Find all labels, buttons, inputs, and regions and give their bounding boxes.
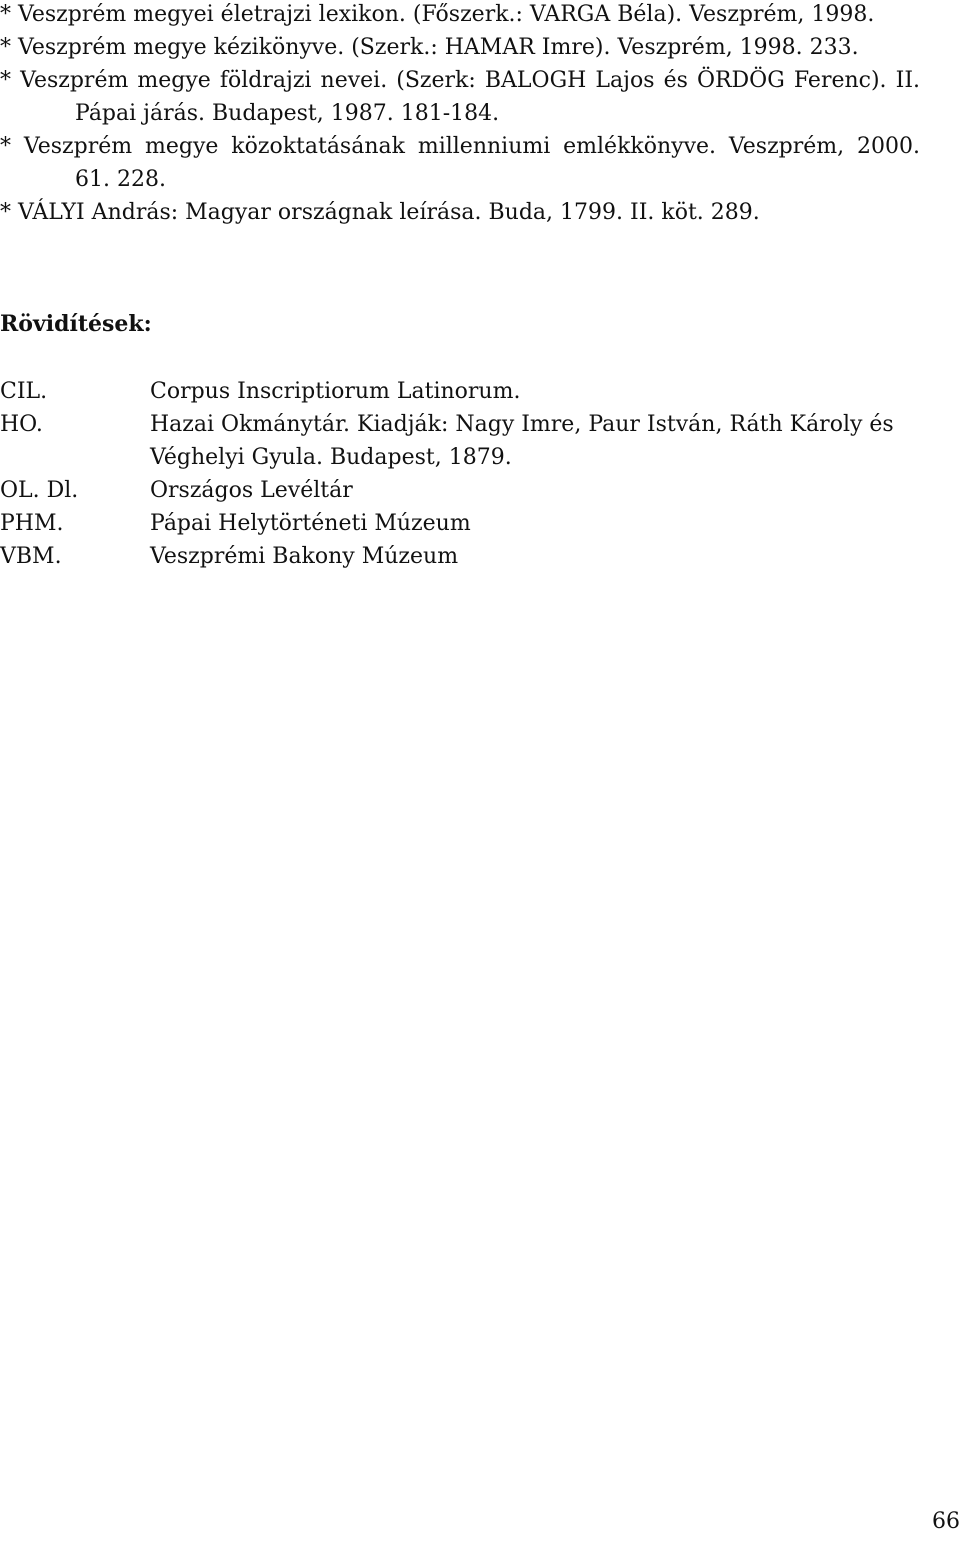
bibliography-entry: * Veszprém megye földrajzi nevei. (Szerk: BALOGH Lajos és ÖRDÖG Ferenc). II. Pápai járás. Budapest, 1987. 181-184.	[0, 68, 920, 126]
abbreviation-description: Corpus Inscriptiorum Latinorum.	[150, 379, 521, 404]
abbreviation-code: VBM.	[0, 544, 62, 569]
abbreviation-code: CIL.	[0, 379, 48, 404]
bibliography-list	[0, 0, 920, 229]
abbreviation-code: OL. Dl.	[0, 478, 79, 503]
abbreviation-row	[0, 474, 920, 507]
abbreviation-description: Hazai Okmánytár. Kiadják: Nagy Imre, Paur István, Ráth Károly és Véghelyi Gyula. Budapest, 1879.	[150, 412, 894, 470]
bibliography-entry: * Veszprém megye kézikönyve. (Szerk.: HAMAR Imre). Veszprém, 1998. 233.	[0, 35, 859, 60]
abbreviation-row	[0, 375, 920, 408]
abbreviation-code: PHM.	[0, 511, 64, 536]
bibliography-entry: * Veszprém megyei életrajzi lexikon. (Főszerk.: VARGA Béla). Veszprém, 1998.	[0, 2, 875, 27]
abbreviation-code: HO.	[0, 412, 43, 437]
abbreviation-description: Pápai Helytörténeti Múzeum	[150, 511, 471, 536]
page-number: 66	[932, 1509, 960, 1534]
abbreviations-list	[0, 375, 920, 573]
abbreviation-row	[0, 408, 920, 474]
abbreviation-description: Országos Levéltár	[150, 478, 353, 503]
abbreviation-row	[0, 540, 920, 573]
bibliography-entry: * Veszprém megye közoktatásának millenniumi emlékkönyve. Veszprém, 2000. 61. 228.	[0, 134, 920, 192]
abbreviation-row	[0, 507, 920, 540]
abbreviations-heading: Rövidítések:	[0, 311, 152, 337]
abbreviation-description: Veszprémi Bakony Múzeum	[150, 544, 459, 569]
bibliography-entry: * VÁLYI András: Magyar országnak leírása. Buda, 1799. II. köt. 289.	[0, 200, 760, 225]
